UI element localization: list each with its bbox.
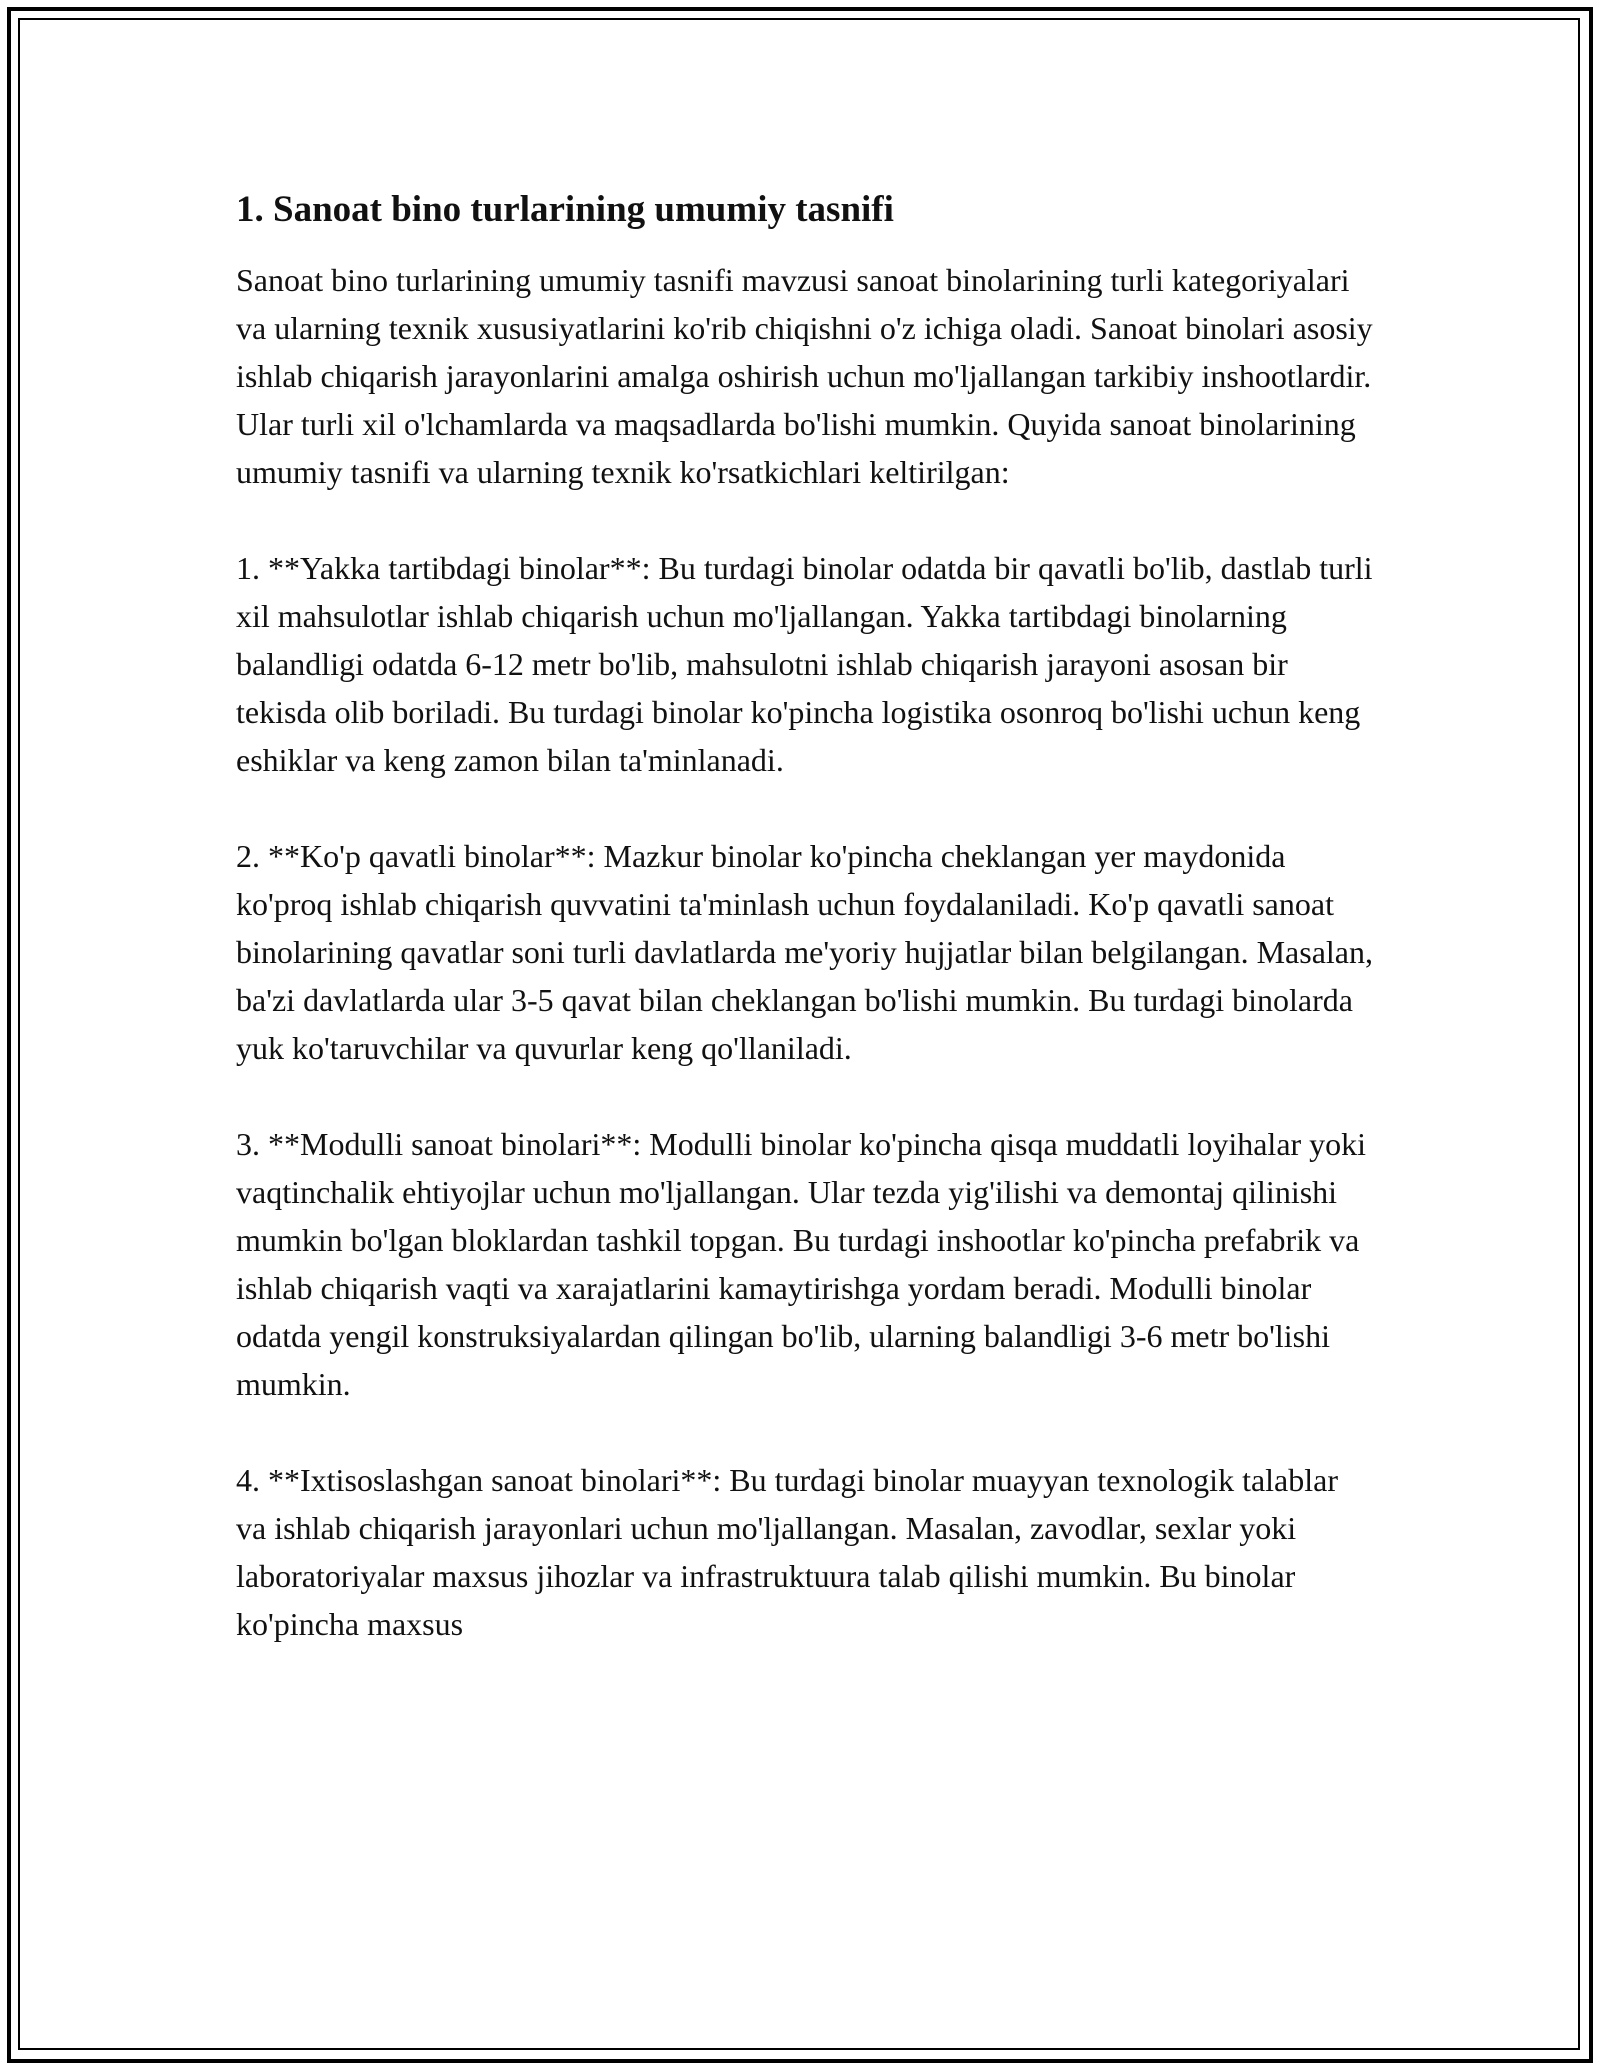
list-item-1-paragraph: 1. **Yakka tartibdagi binolar**: Bu turdagi binolar odatda bir qavatli bo'lib, dastlab turli xil mahsulotlar ishlab chiqarish uchun mo'ljallangan. Yakka tartibdagi binolarning balandligi odatda 6-12 metr bo'lib, mahsulotni ishlab chiqarish jarayoni asosan bir tekisda olib boriladi. Bu turdagi binolar ko'pincha logistika osonroq bo'lishi uchun keng eshiklar va keng zamon bilan ta'minlanadi. xyxy=(236,550,1373,778)
document-body xyxy=(236,186,1376,1648)
list-item-2-paragraph: 2. **Ko'p qavatli binolar**: Mazkur binolar ko'pincha cheklangan yer maydonida ko'proq ishlab chiqarish quvvatini ta'minlash uchun foydalaniladi. Ko'p qavatli sanoat binolarining qavatlar soni turli davlatlarda me'yoriy hujjatlar bilan belgilangan. Masalan, ba'zi davlatlarda ular 3-5 qavat bilan cheklangan bo'lishi mumkin. Bu turdagi binolarda yuk ko'taruvchilar va quvurlar keng qo'llaniladi. xyxy=(236,838,1373,1066)
intro-paragraph: Sanoat bino turlarining umumiy tasnifi mavzusi sanoat binolarining turli kategoriyalari va ularning texnik xususiyatlarini ko'rib chiqishni o'z ichiga oladi. Sanoat binolari asosiy ishlab chiqarish jarayonlarini amalga oshirish uchun mo'ljallangan tarkibiy inshootlardir. Ular turli xil o'lchamlarda va maqsadlarda bo'lishi mumkin. Quyida sanoat binolarining umumiy tasnifi va ularning texnik ko'rsatkichlari keltirilgan: xyxy=(236,262,1373,490)
list-item-4-paragraph: 4. **Ixtisoslashgan sanoat binolari**: Bu turdagi binolar muayyan texnologik talablar va ishlab chiqarish jarayonlari uchun mo'ljallangan. Masalan, zavodlar, sexlar yoki laboratoriyalar maxsus jihozlar va infrastruktuura talab qilishi mumkin. Bu binolar ko'pincha maxsus xyxy=(236,1462,1338,1642)
section-heading: 1. Sanoat bino turlarining umumiy tasnifi xyxy=(236,189,894,230)
list-item-3-paragraph: 3. **Modulli sanoat binolari**: Modulli binolar ko'pincha qisqa muddatli loyihalar yoki vaqtinchalik ehtiyojlar uchun mo'ljallangan. Ular tezda yig'ilishi va demontaj qilinishi mumkin bo'lgan bloklardan tashkil topgan. Bu turdagi inshootlar ko'pincha prefabrik va ishlab chiqarish vaqti va xarajatlarini kamaytirishga yordam beradi. Modulli binolar odatda yengil konstruksiyalardan qilingan bo'lib, ularning balandligi 3-6 metr bo'lishi mumkin. xyxy=(236,1126,1367,1402)
